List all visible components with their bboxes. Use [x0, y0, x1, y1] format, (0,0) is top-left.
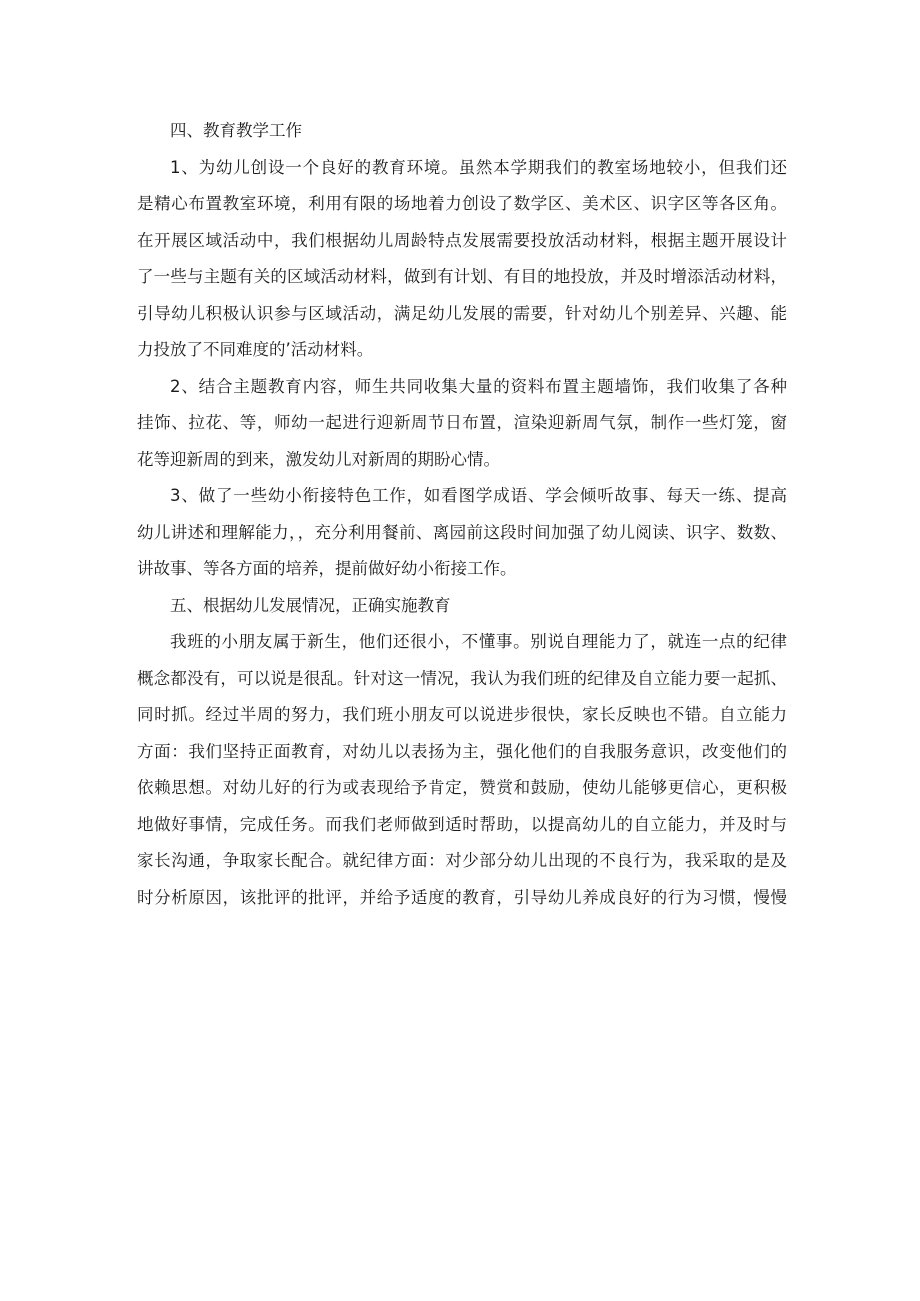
paragraph-line: 挂饰、拉花、等，师幼一起进行迎新周节日布置，渲染迎新周气氛，制作一些灯笼，窗 [137, 413, 787, 432]
paragraph-line: 引导幼儿积极认识参与区域活动，满足幼儿发展的需要，针对幼儿个别差异、兴趣、能 [137, 303, 787, 323]
paragraph-line: 1、为幼儿创设一个良好的教育环境。虽然本学期我们的教室场地较小，但我们还 [170, 157, 787, 177]
paragraph-line: 了一些与主题有关的区域活动材料，做到有计划、有目的地投放，并及时增添活动材料， [137, 267, 787, 286]
paragraph-line: 是精心布置教室环境，利用有限的场地着力创设了数学区、美术区、识字区等各区角。 [137, 194, 787, 213]
section-heading-4: 四、教育教学工作 [170, 121, 302, 140]
paragraph-line: 依赖思想。对幼儿好的行为或表现给予肯定，赞赏和鼓励，使幼儿能够更信心，更积极 [137, 778, 787, 797]
paragraph-line: 地做好事情，完成任务。而我们老师做到适时帮助，以提高幼儿的自立能力，并及时与 [137, 814, 787, 834]
paragraph-line: 我班的小朋友属于新生，他们还很小，不懂事。别说自理能力了，就连一点的纪律 [170, 632, 787, 651]
paragraph-line: 讲故事、等各方面的培养，提前做好幼小衔接工作。 [137, 559, 517, 578]
paragraph-line: 幼儿讲述和理解能力，，充分利用餐前、离园前这段时间加强了幼儿阅读、识字、数数、 [137, 522, 787, 542]
paragraph-line: 概念都没有，可以说是很乱。针对这一情况，我认为我们班的纪律及自立能力要一起抓、 [137, 668, 787, 688]
paragraph-line: 家长沟通，争取家长配合。就纪律方面：对少部分幼儿出现的不良行为，我采取的是及 [137, 851, 787, 870]
paragraph-line: 3、做了一些幼小衔接特色工作，如看图学成语、学会倾听故事、每天一练、提高 [170, 486, 787, 505]
paragraph-line: 2、结合主题教育内容，师生共同收集大量的资料布置主题墙饰，我们收集了各种 [170, 376, 787, 396]
paragraph-line: 方面：我们坚持正面教育，对幼儿以表扬为主，强化他们的自我服务意识，改变他们的 [137, 741, 787, 761]
paragraph-line: 时分析原因，该批评的批评，并给予适度的教育，引导幼儿养成良好的行为习惯，慢慢 [137, 887, 787, 907]
paragraph-line: 力投放了不同难度的’活动材料。 [137, 340, 374, 359]
paragraph-line: 花等迎新周的到来，激发幼儿对新周的期盼心情。 [137, 449, 500, 469]
section-heading-5: 五、根据幼儿发展情况，正确实施教育 [170, 595, 451, 615]
paragraph-line: 同时抓。经过半周的努力，我们班小朋友可以说进步很快，家长反映也不错。自立能力 [137, 705, 787, 724]
document-body [137, 113, 787, 916]
paragraph-line: 在开展区域活动中，我们根据幼儿周龄特点发展需要投放活动材料，根据主题开展设计 [137, 230, 787, 250]
